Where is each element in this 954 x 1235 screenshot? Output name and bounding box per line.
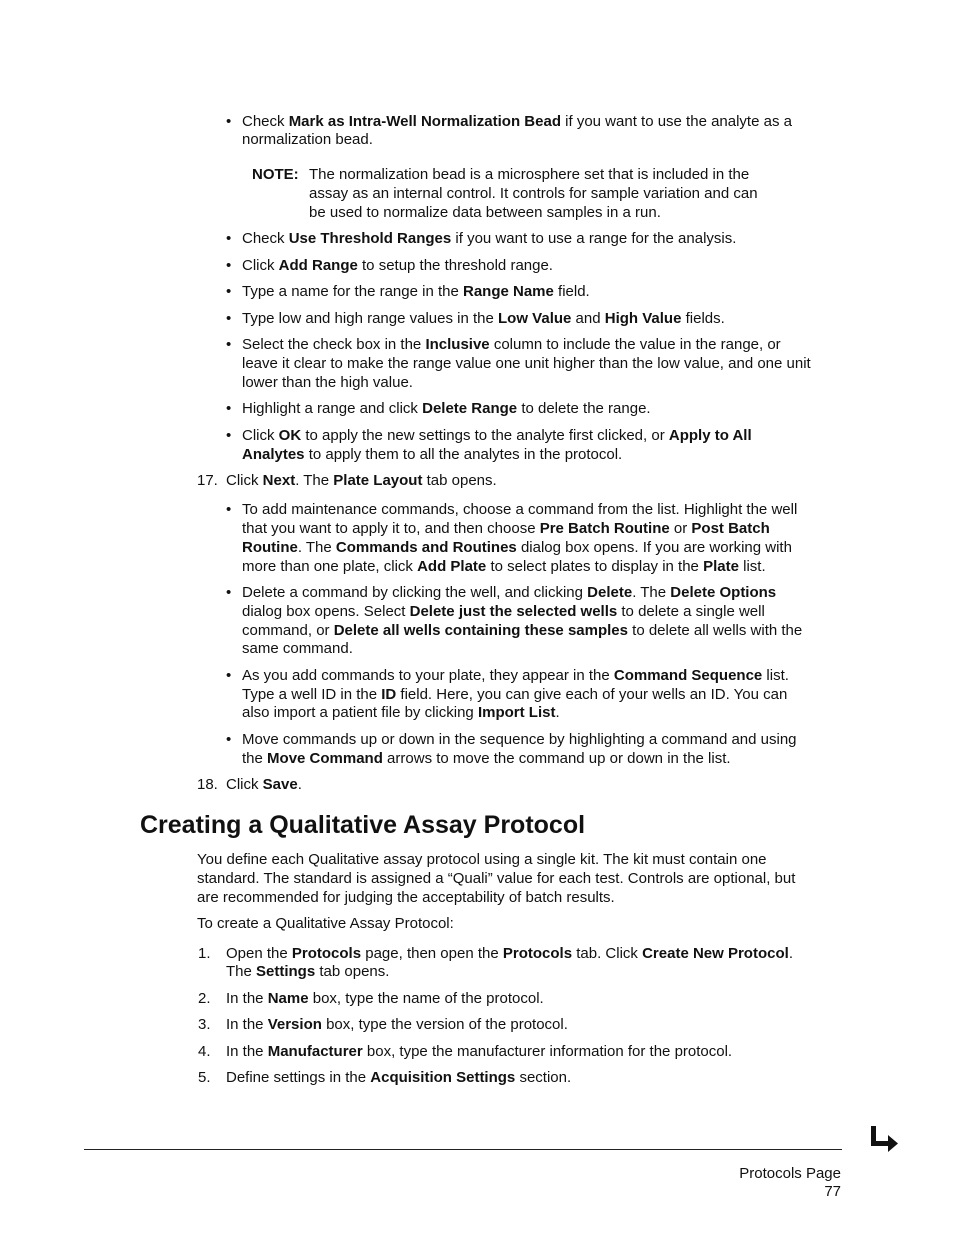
footer-divider: [84, 1149, 842, 1150]
step-number: 17.: [197, 472, 218, 489]
step-1-text: Open the Protocols page, then open the Protocols tab. Click Create New Protocol.: [226, 945, 793, 962]
step-number: 4.: [198, 1043, 211, 1060]
step-number: 2.: [198, 990, 211, 1007]
bullet-inclusive: Select the check box in the Inclusive column to include the value in the range, or: [242, 336, 781, 353]
note-text-1: The normalization bead is a microsphere set that is included in the: [309, 166, 750, 183]
footer-section-title: Protocols Page: [739, 1165, 841, 1182]
step-17-text: Click Next. The Plate Layout tab opens.: [226, 472, 497, 489]
note-text-3: be used to normalize data between samples in a run.: [309, 204, 661, 221]
footer-page-number: 77: [824, 1183, 841, 1200]
intro-line-2: standard. The standard is assigned a “Quali” value for each test. Controls are optional, but: [197, 870, 796, 887]
bullet-inclusive-cont-1: leave it clear to make the range value one unit higher than the low value, and one unit: [242, 355, 811, 372]
bullet-mark-normalization: Check Mark as Intra-Well Normalization Bead if you want to use the analyte as a: [242, 113, 792, 130]
bullet-dot: •: [226, 584, 232, 601]
bullet-add-range: Click Add Range to setup the threshold range.: [242, 257, 553, 274]
step-number: 1.: [198, 945, 211, 962]
bullet-dot: •: [226, 336, 232, 353]
bullet-dot: •: [226, 113, 232, 130]
bullet-dot: •: [226, 501, 232, 518]
step-4-text: In the Manufacturer box, type the manufacturer information for the protocol.: [226, 1043, 733, 1060]
bullet-command-sequence-3: also import a patient file by clicking Import List.: [242, 704, 560, 721]
intro-line-3: are recommended for judging the acceptability of batch results.: [197, 889, 615, 906]
bullet-dot: •: [226, 283, 232, 300]
intro-line-1: You define each Qualitative assay protocol using a single kit. The kit must contain one: [197, 851, 767, 868]
bullet-dot: •: [226, 257, 232, 274]
bullet-inclusive-cont-2: lower than the high value.: [242, 374, 413, 391]
to-create-text: To create a Qualitative Assay Protocol:: [197, 915, 454, 932]
step-5-text: Define settings in the Acquisition Settings section.: [226, 1069, 572, 1086]
bullet-ok-apply-cont: Analytes to apply them to all the analytes in the protocol.: [242, 446, 623, 463]
step-3-text: In the Version box, type the version of the protocol.: [226, 1016, 568, 1033]
bullet-maintenance-2: that you want to apply it to, and then choose Pre Batch Routine or Post Batch: [242, 520, 770, 537]
bullet-dot: •: [226, 230, 232, 247]
bullet-low-high-values: Type low and high range values in the Low Value and High Value fields.: [242, 310, 725, 327]
bullet-mark-normalization-cont: normalization bead.: [242, 131, 373, 148]
step-number: 5.: [198, 1069, 211, 1086]
bullet-delete-command-4: same command.: [242, 640, 353, 657]
step-1-text-cont: The Settings tab opens.: [226, 963, 390, 980]
bullet-maintenance-4: more than one plate, click Add Plate to select plates to display in the Plate list.: [242, 558, 766, 575]
note-label: NOTE:: [252, 166, 299, 183]
continued-arrow-icon: [868, 1124, 900, 1154]
bullet-dot: •: [226, 400, 232, 417]
bullet-command-sequence-1: As you add commands to your plate, they appear in the Command Sequence list.: [242, 667, 789, 684]
bullet-dot: •: [226, 427, 232, 444]
bullet-delete-command-1: Delete a command by clicking the well, and clicking Delete. The Delete Options: [242, 584, 777, 601]
bullet-dot: •: [226, 310, 232, 327]
bullet-maintenance-3: Routine. The Commands and Routines dialog box opens. If you are working with: [242, 539, 792, 556]
bullet-range-name: Type a name for the range in the Range Name field.: [242, 283, 590, 300]
bullet-move-command-2: the Move Command arrows to move the command up or down in the list.: [242, 750, 731, 767]
bullet-dot: •: [226, 731, 232, 748]
bullet-maintenance-1: To add maintenance commands, choose a command from the list. Highlight the well: [242, 501, 798, 518]
bullet-delete-command-3: command, or Delete all wells containing these samples to delete all wells with the: [242, 622, 803, 639]
step-number: 3.: [198, 1016, 211, 1033]
bullet-threshold-ranges: Check Use Threshold Ranges if you want to use a range for the analysis.: [242, 230, 737, 247]
step-number: 18.: [197, 776, 218, 793]
note-text-2: assay as an internal control. It controls for sample variation and can: [309, 185, 758, 202]
bullet-move-command-1: Move commands up or down in the sequence by highlighting a command and using: [242, 731, 797, 748]
bullet-delete-command-2: dialog box opens. Select Delete just the selected wells to delete a single well: [242, 603, 765, 620]
section-heading: Creating a Qualitative Assay Protocol: [140, 811, 586, 839]
bullet-ok-apply: Click OK to apply the new settings to the analyte first clicked, or Apply to All: [242, 427, 752, 444]
bullet-dot: •: [226, 667, 232, 684]
bullet-command-sequence-2: Type a well ID in the ID field. Here, you can give each of your wells an ID. You can: [242, 686, 788, 703]
bullet-delete-range: Highlight a range and click Delete Range to delete the range.: [242, 400, 651, 417]
step-2-text: In the Name box, type the name of the protocol.: [226, 990, 544, 1007]
step-18-text: Click Save.: [226, 776, 302, 793]
